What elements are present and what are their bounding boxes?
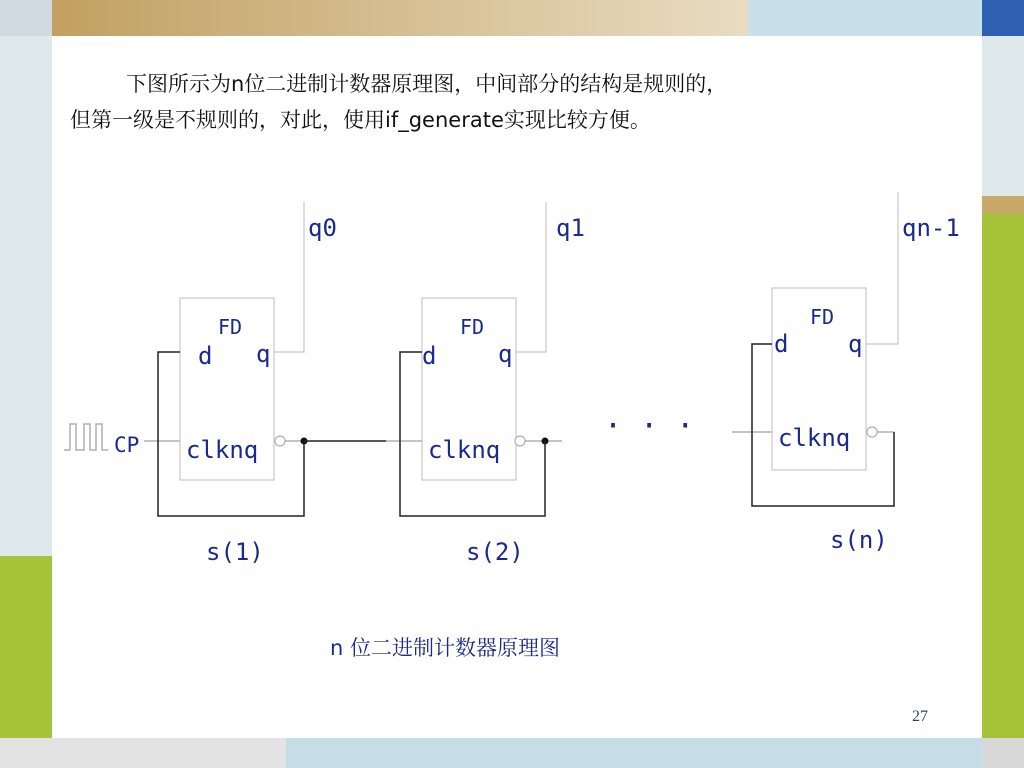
inverter-bubble [515, 436, 525, 446]
clock-waveform [64, 424, 108, 450]
inverter-bubble [867, 427, 877, 437]
signal-label: s(2) [466, 538, 524, 566]
d-pin-label: d [422, 342, 437, 370]
flipflop-stage-2 [386, 202, 585, 566]
d-pin-label: d [198, 342, 213, 370]
flipflop-stage-1 [158, 202, 337, 566]
block-label: FD [218, 315, 243, 339]
clock-label: CP [114, 433, 140, 457]
q-output-label: q1 [556, 214, 585, 242]
block-label: FD [460, 315, 485, 339]
d-pin-label: d [774, 330, 789, 358]
inverter-bubble [275, 436, 285, 446]
ellipsis: · · · [604, 409, 695, 444]
q-output-wire [866, 192, 898, 344]
flipflop-stage-n [732, 192, 960, 554]
clk-pin-label: clknq [778, 424, 851, 452]
q-pin-label: q [848, 330, 863, 358]
intro-line-2: 但第一级是不规则的，对此，使用if_generate实现比较方便。 [70, 108, 651, 132]
diagram-caption: n 位二进制计数器原理图 [330, 636, 560, 660]
signal-label: s(n) [830, 526, 888, 554]
signal-label: s(1) [206, 538, 264, 566]
q-output-wire [274, 202, 304, 352]
clk-pin-label: clknq [186, 436, 259, 464]
q-output-wire [516, 202, 546, 352]
q-pin-label: q [498, 340, 513, 368]
page-number: 27 [912, 708, 928, 725]
q-pin-label: q [256, 340, 271, 368]
clk-pin-label: clknq [428, 436, 501, 464]
intro-line-1: 下图所示为n位二进制计数器原理图，中间部分的结构是规则的， [126, 72, 728, 96]
q-output-label: q0 [308, 214, 337, 242]
block-label: FD [810, 305, 835, 329]
q-output-label: qn-1 [902, 214, 960, 242]
